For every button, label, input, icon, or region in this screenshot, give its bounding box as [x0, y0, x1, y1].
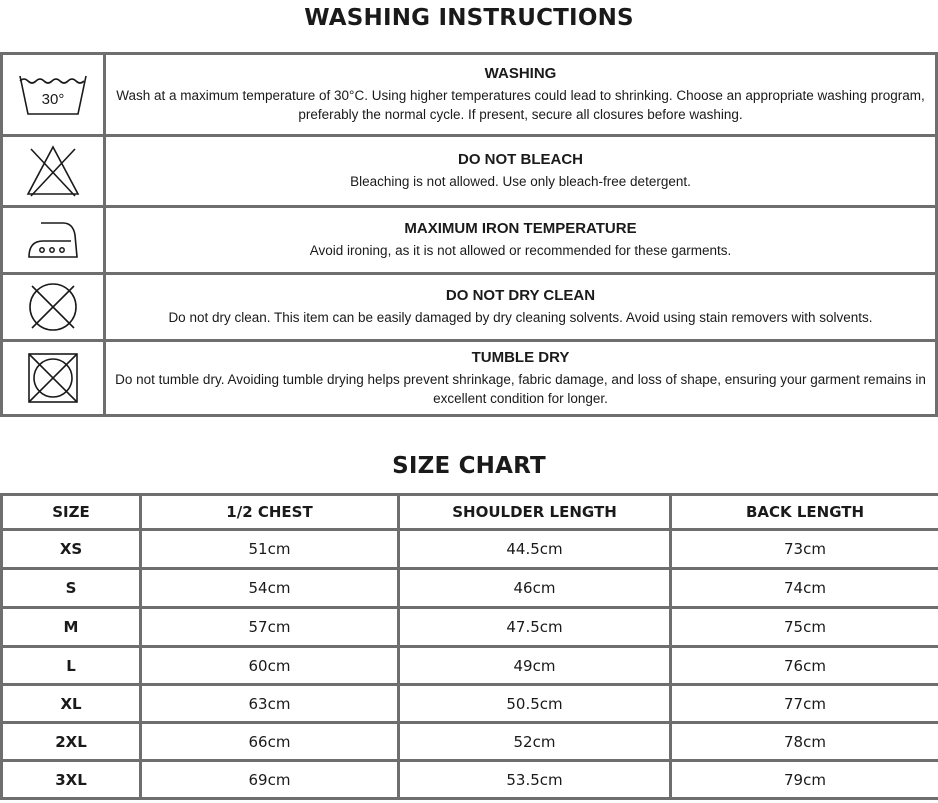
back-length-cell: 74cm [671, 569, 938, 608]
wash-30-icon [2, 54, 105, 136]
instruction-description: Do not tumble dry. Avoiding tumble drying helps prevent shrinkage, fabric damage, and loss of shape, ensuring your garment remains in excellent condition for longer. [115, 371, 926, 406]
size-chart-table [0, 493, 938, 800]
size-cell: S [2, 569, 141, 608]
column-header: BACK LENGTH [671, 495, 938, 530]
size-chart-title: SIZE CHART [392, 453, 546, 479]
size-chart-header-row [2, 495, 938, 530]
table-row [2, 685, 938, 723]
table-row [2, 647, 938, 685]
chest-cell: 63cm [141, 685, 399, 723]
table-row [2, 569, 938, 608]
table-row [2, 761, 938, 799]
do-not-bleach-icon [2, 136, 105, 207]
instruction-description: Do not dry clean. This item can be easily damaged by dry cleaning solvents. Avoid using stain removers with solvents. [168, 310, 873, 325]
table-row [2, 723, 938, 761]
shoulder-cell: 49cm [399, 647, 671, 685]
instruction-description: Avoid ironing, as it is not allowed or recommended for these garments. [309, 243, 732, 258]
column-header: 1/2 CHEST [141, 495, 399, 530]
instruction-row-tumble-dry [2, 341, 937, 416]
table-row [2, 530, 938, 569]
instruction-heading: TUMBLE DRY [471, 348, 570, 366]
column-header: SIZE [2, 495, 141, 530]
back-length-cell: 77cm [671, 685, 938, 723]
washing-instructions-title: WASHING INSTRUCTIONS [304, 5, 634, 31]
shoulder-cell: 44.5cm [399, 530, 671, 569]
instruction-description: Wash at a maximum temperature of 30°C. Using higher temperatures could lead to shrinking. Choose an appropriate washing program, preferably the normal cycle. If present, secure all closures before washing. [116, 88, 925, 122]
instruction-heading: WASHING [484, 65, 557, 82]
shoulder-cell: 53.5cm [399, 761, 671, 799]
size-cell: XS [2, 530, 141, 569]
chest-cell: 57cm [141, 608, 399, 647]
size-cell: M [2, 608, 141, 647]
instruction-row-bleach [2, 136, 937, 207]
back-length-cell: 75cm [671, 608, 938, 647]
back-length-cell: 73cm [671, 530, 938, 569]
back-length-cell: 78cm [671, 723, 938, 761]
instruction-heading: DO NOT BLEACH [458, 151, 583, 168]
column-header: SHOULDER LENGTH [399, 495, 671, 530]
table-row [2, 608, 938, 647]
chest-cell: 69cm [141, 761, 399, 799]
size-cell: XL [2, 685, 141, 723]
size-cell: 2XL [2, 723, 141, 761]
instruction-heading: DO NOT DRY CLEAN [445, 287, 596, 304]
chest-cell: 66cm [141, 723, 399, 761]
instruction-heading: MAXIMUM IRON TEMPERATURE [404, 220, 637, 237]
back-length-cell: 79cm [671, 761, 938, 799]
chest-cell: 54cm [141, 569, 399, 608]
shoulder-cell: 50.5cm [399, 685, 671, 723]
shoulder-cell: 52cm [399, 723, 671, 761]
wash-temp-label: 30° [41, 90, 65, 108]
instruction-row-washing [2, 54, 937, 136]
shoulder-cell: 46cm [399, 569, 671, 608]
shoulder-cell: 47.5cm [399, 608, 671, 647]
back-length-cell: 76cm [671, 647, 938, 685]
instruction-row-iron [2, 207, 937, 274]
chest-cell: 51cm [141, 530, 399, 569]
washing-instructions-table [0, 52, 938, 417]
chest-cell: 60cm [141, 647, 399, 685]
do-not-dry-clean-icon [2, 274, 105, 341]
iron-icon [2, 207, 105, 274]
do-not-tumble-dry-icon [2, 341, 105, 416]
size-cell: 3XL [2, 761, 141, 799]
instruction-description: Bleaching is not allowed. Use only bleach-free detergent. [350, 174, 691, 189]
size-cell: L [2, 647, 141, 685]
instruction-row-dry-clean [2, 274, 937, 341]
